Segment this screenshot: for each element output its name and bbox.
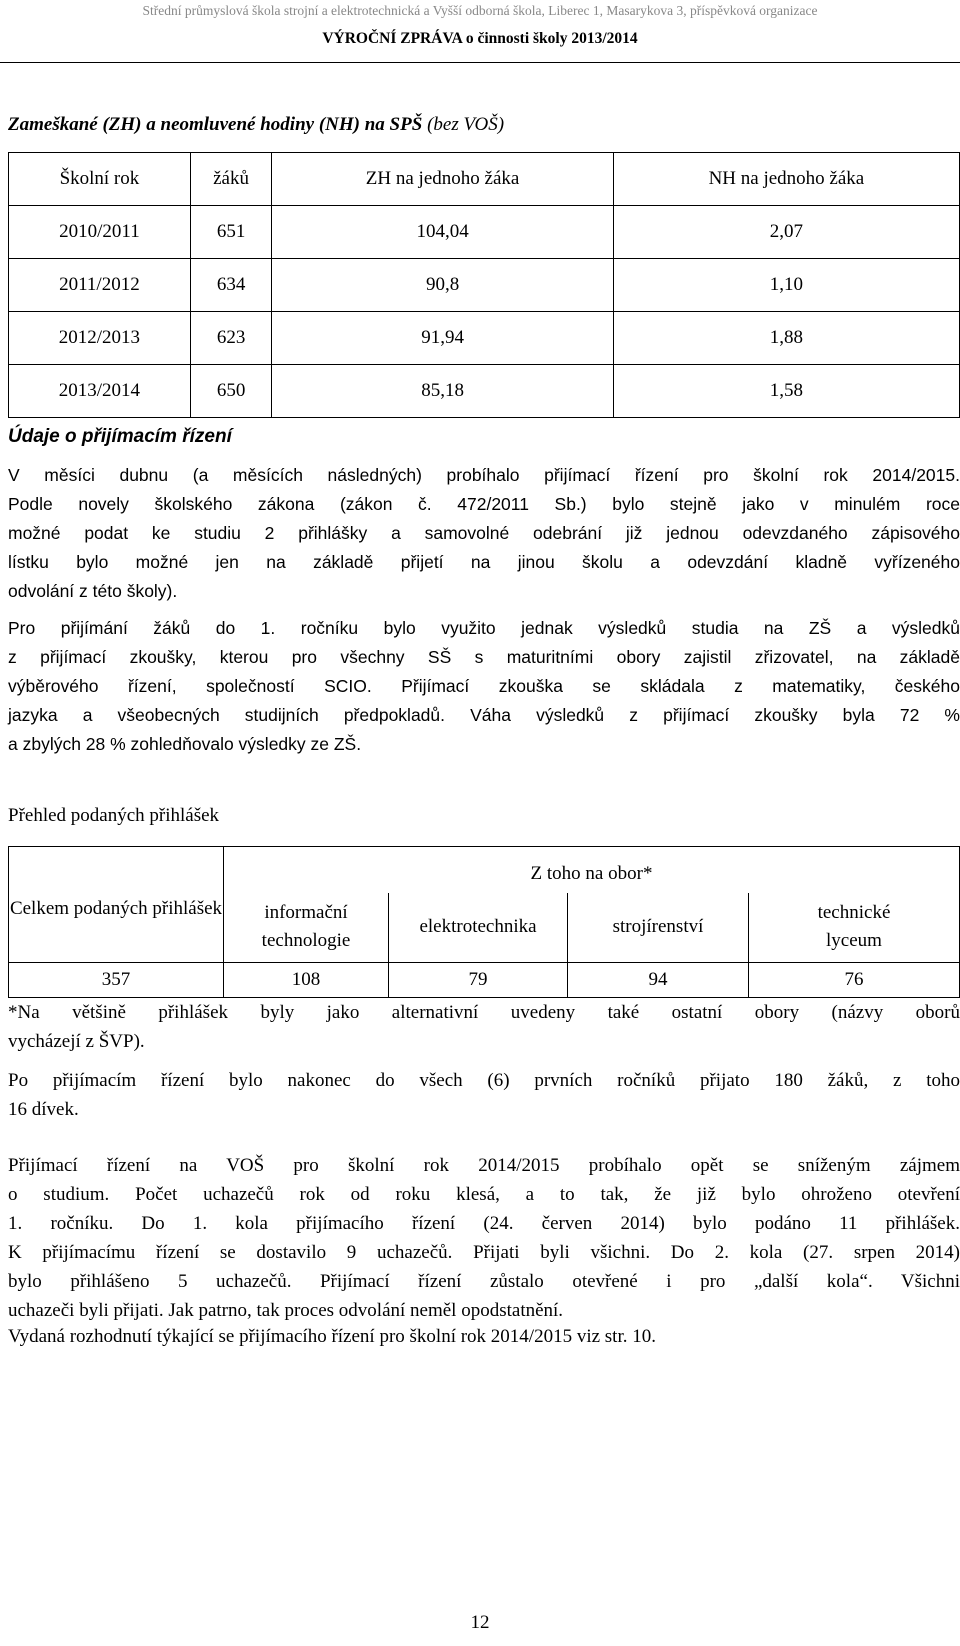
cell-students: 634: [190, 259, 271, 312]
cell-students: 650: [190, 365, 271, 418]
admission-paragraph-1: [8, 461, 960, 606]
text-line: možné podat ke studiu 2 přihlášky a samovolné odebrání již jednou odevzdaného zápisového: [8, 523, 960, 543]
cell-zh: 85,18: [272, 365, 614, 418]
applications-subtitle: Přehled podaných přihlášek: [8, 805, 220, 826]
col-header-fields: Z toho na obor*: [224, 847, 960, 893]
text-line: K přijímacímu řízení se dostavilo 9 uchazečů. Přijati byli všichni. Do 2. kola (27. srpen 2014): [8, 1242, 960, 1263]
text-line: Vydaná rozhodnutí týkající se přijímacího řízení pro školní rok 2014/2015 viz str. 10.: [8, 1326, 656, 1347]
text-line: uchazeči byli přijati. Jak patrno, tak proces odvolání neměl opodstatnění.: [8, 1300, 564, 1321]
table-row: [9, 312, 960, 365]
cell-year: 2010/2011: [9, 206, 191, 259]
text-line: 16 dívek.: [8, 1099, 79, 1120]
cell-nh: 1,58: [613, 365, 959, 418]
cell-nh: 1,88: [613, 312, 959, 365]
col-header-mech: strojírenství: [568, 893, 749, 963]
absence-title: [8, 114, 504, 136]
admission-paragraph-2: [8, 614, 960, 759]
vos-paragraph: [8, 1151, 960, 1325]
col-header-zh: ZH na jednoho žáka: [272, 153, 614, 206]
cell-total: 357: [9, 963, 224, 998]
text-line: 1. ročníku. Do 1. kola přijímacího řízení (24. červen 2014) bylo podáno 11 přihlášek.: [8, 1213, 960, 1234]
cell-students: 651: [190, 206, 271, 259]
absence-table: [8, 152, 960, 418]
absence-title-main: Zameškané (ZH) a neomluvené hodiny (NH) na SPŠ: [8, 114, 423, 135]
col-header-students: žáků: [190, 153, 271, 206]
table-row: [9, 206, 960, 259]
text-line: jazyka a všeobecných studijních předpokladů. Váha výsledků z přijímací zkoušky byla 72 %: [8, 705, 960, 725]
cell-students: 623: [190, 312, 271, 365]
absence-header-row: [9, 153, 960, 206]
text-line: Po přijímacím řízení bylo nakonec do všech (6) prvních ročníků přijato 180 žáků, z toho: [8, 1070, 960, 1091]
text-line: o studium. Počet uchazečů rok od roku klesá, a to tak, že již bylo ohroženo otevření: [8, 1184, 960, 1205]
text-line: *Na většině přihlášek byly jako alternativní uvedeny také ostatní obory (názvy oborů: [8, 1002, 960, 1023]
text-line: vycházejí z ŠVP).: [8, 1031, 145, 1052]
decisions-paragraph: [8, 1322, 960, 1351]
text-line: Podle novely školského zákona (zákon č. 472/2011 Sb.) bylo stejně jako v minulém roce: [8, 494, 960, 514]
admission-title: Údaje o přijímacím řízení: [8, 426, 232, 447]
cell-zh: 90,8: [272, 259, 614, 312]
text-line: výběrového řízení, společností SCIO. Přijímací zkouška se skládala z matematiky, českého: [8, 676, 960, 696]
header-rule: [0, 62, 960, 63]
text-line: Pro přijímání žáků do 1. ročníku bylo využito jednak výsledků studia na ZŠ a výsledků: [8, 618, 960, 638]
school-header: Střední průmyslová škola strojní a elektrotechnická a Vyšší odborná škola, Liberec 1, Masarykova 3, příspěvková organizace: [142, 3, 818, 18]
text-line: z přijímací zkoušky, kterou pro všechny SŠ s maturitními obory zajistil zřizovatel, na základě: [8, 647, 960, 667]
text-line: V měsíci dubnu (a měsících následných) probíhalo přijímací řízení pro školní rok 2014/2015.: [8, 465, 960, 485]
absence-title-suffix: (bez VOŠ): [427, 114, 505, 135]
col-header-electro: elektrotechnika: [389, 893, 568, 963]
text-line: bylo přihlášeno 5 uchazečů. Přijímací řízení zůstalo otevřené i pro „další kola“. Všichni: [8, 1271, 960, 1292]
col-header-year: Školní rok: [9, 153, 191, 206]
applications-table: [8, 846, 960, 998]
result-paragraph: [8, 1066, 960, 1124]
table-row: [9, 365, 960, 418]
report-title: VÝROČNÍ ZPRÁVA o činnosti školy 2013/2014: [322, 30, 638, 47]
cell-mech: 94: [568, 963, 749, 998]
cell-year: 2012/2013: [9, 312, 191, 365]
page-number: 12: [470, 1612, 490, 1633]
col-header-total: Celkem podaných přihlášek: [9, 847, 224, 963]
table-row: [9, 963, 960, 998]
text-line: lístku bylo možné jen na základě přijetí na jinou školu a odevzdání kladně vyřízeného: [8, 552, 960, 572]
table-row: [9, 259, 960, 312]
cell-lyceum: 76: [749, 963, 960, 998]
cell-year: 2013/2014: [9, 365, 191, 418]
text-line: Přijímací řízení na VOŠ pro školní rok 2014/2015 probíhalo opět se sníženým zájmem: [8, 1155, 960, 1176]
col-header-nh: NH na jednoho žáka: [613, 153, 959, 206]
cell-zh: 91,94: [272, 312, 614, 365]
cell-year: 2011/2012: [9, 259, 191, 312]
cell-nh: 1,10: [613, 259, 959, 312]
text-line: odvolání z této školy).: [8, 581, 178, 601]
cell-electro: 79: [389, 963, 568, 998]
col-header-lyceum: technické lyceum: [749, 893, 960, 963]
col-header-it: informační technologie: [224, 893, 389, 963]
cell-zh: 104,04: [272, 206, 614, 259]
cell-nh: 2,07: [613, 206, 959, 259]
cell-it: 108: [224, 963, 389, 998]
applications-footnote: [8, 998, 960, 1056]
text-line: a zbylých 28 % zohledňovalo výsledky ze ZŠ.: [8, 734, 362, 754]
